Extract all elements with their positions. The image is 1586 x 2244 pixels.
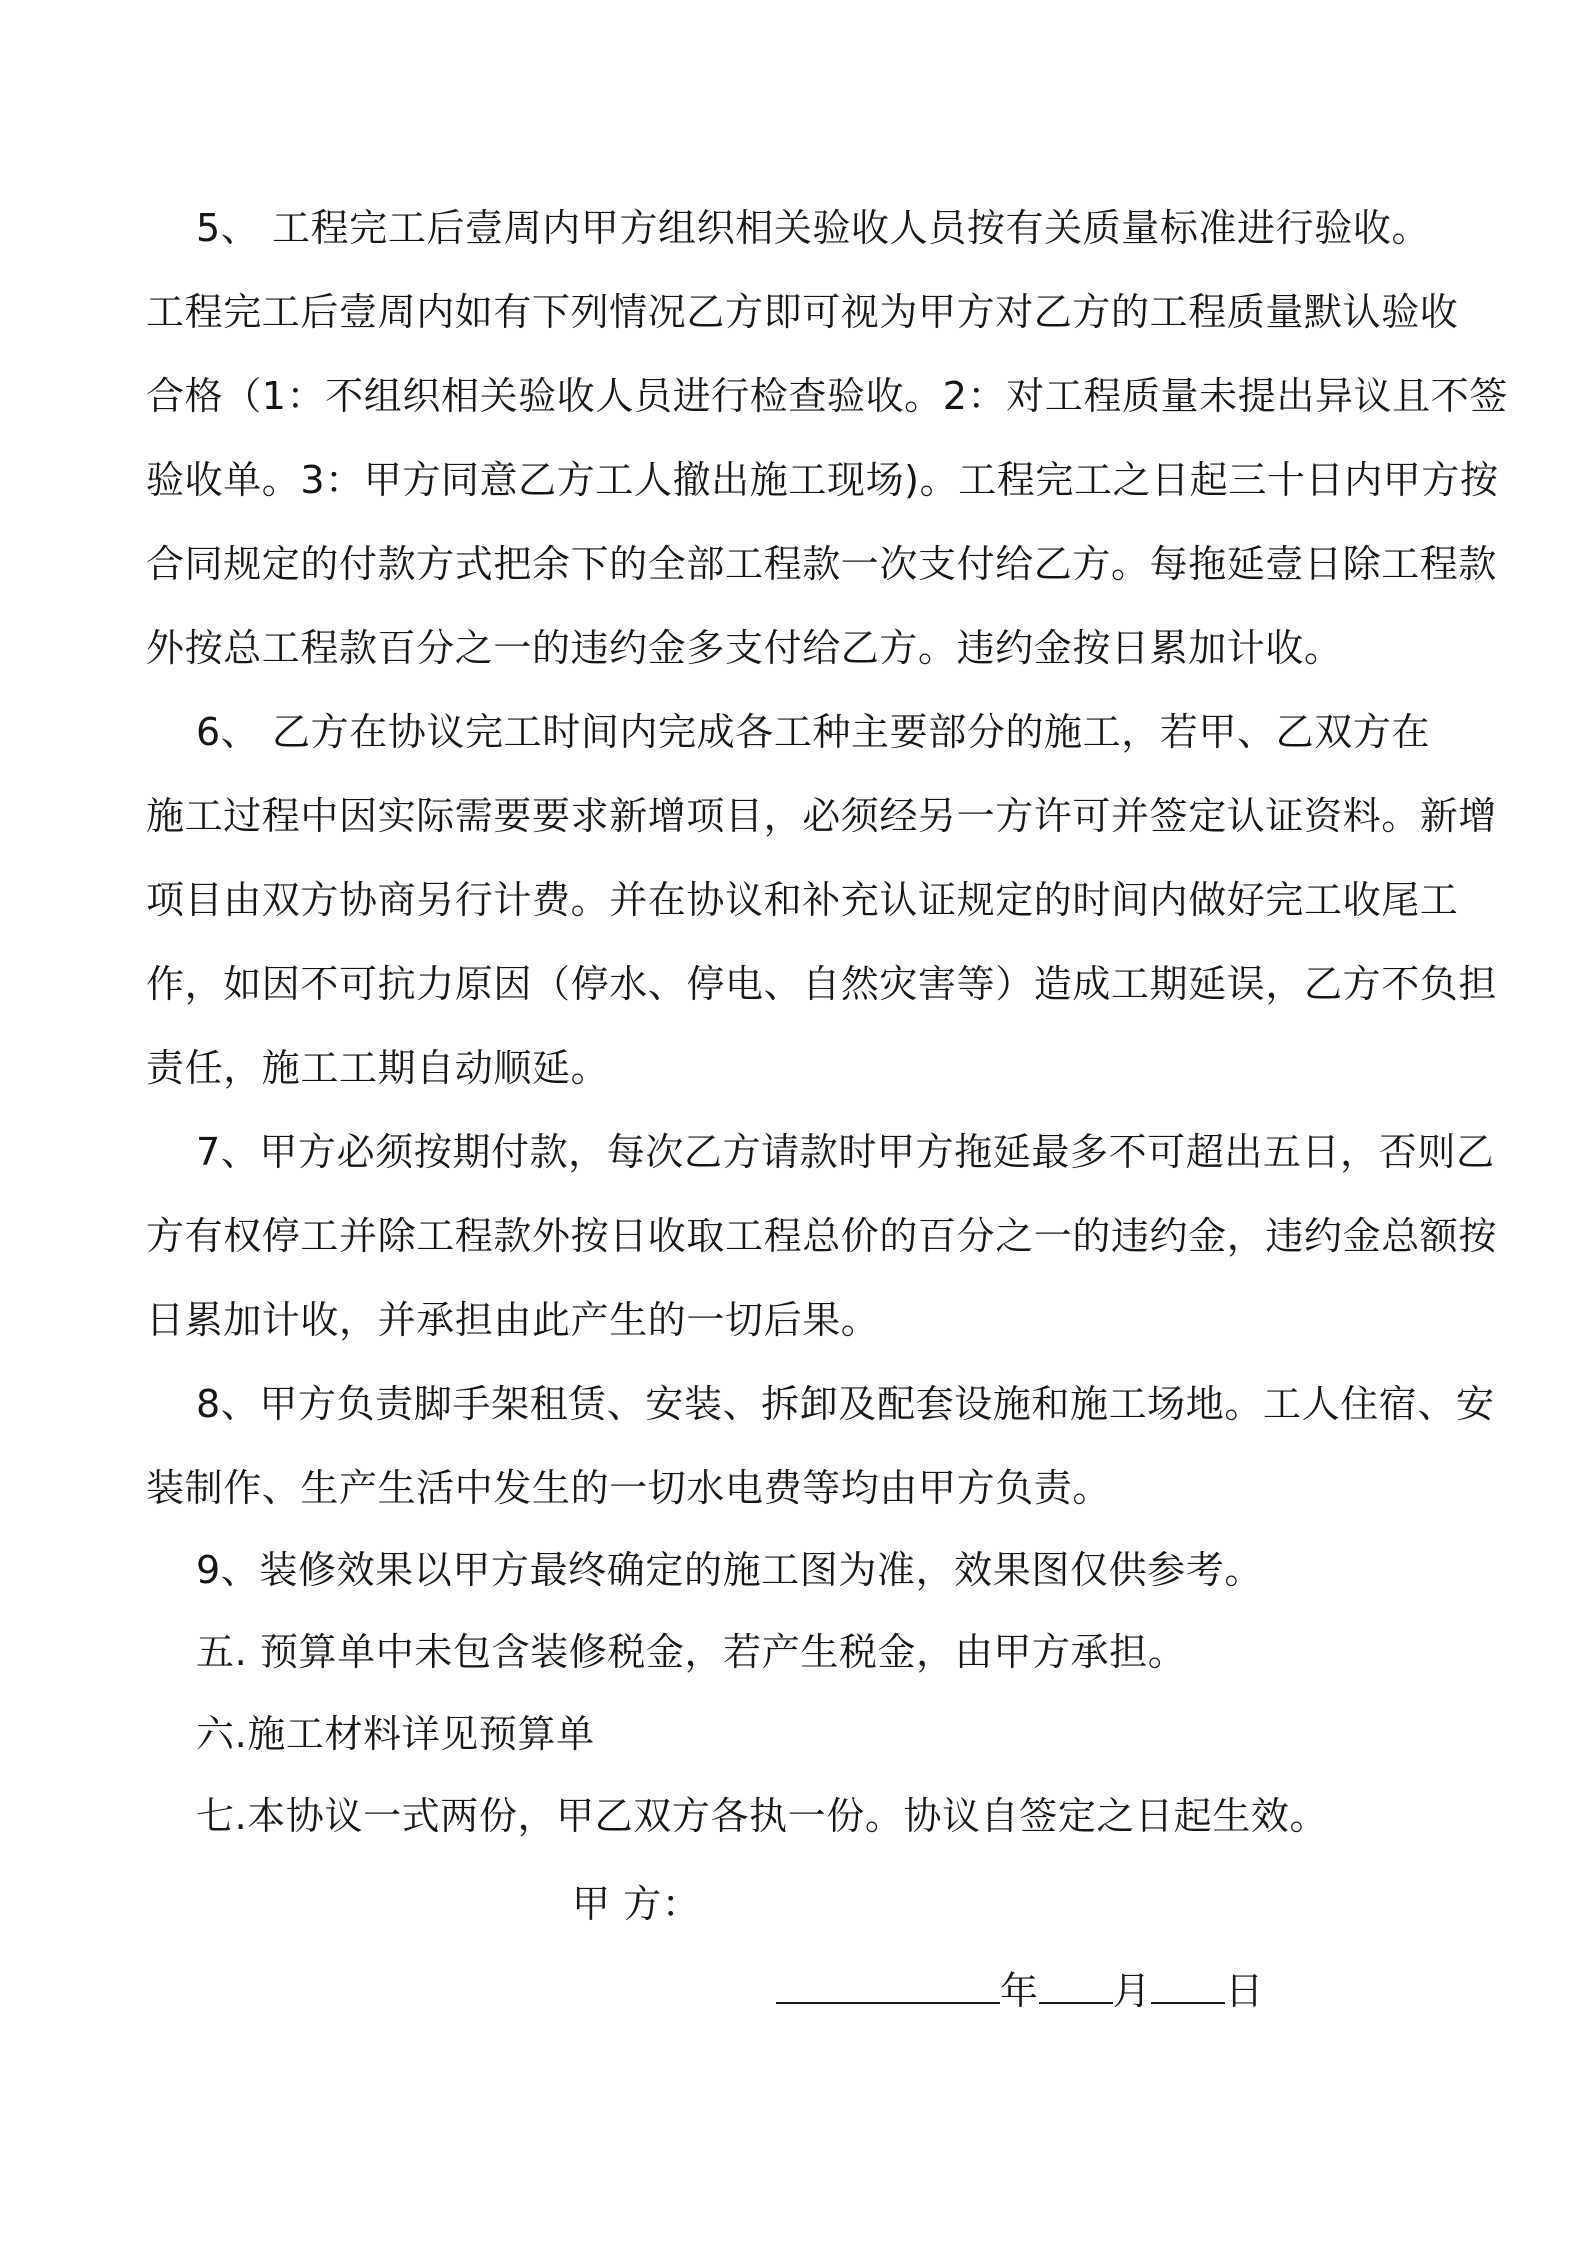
section-5-line: 五. 预算单中未包含装修税金，若产生税金，由甲方承担。 — [196, 1630, 1187, 1674]
section-7-line: 七.本协议一式两份，甲乙双方各执一份。协议自签定之日起生效。 — [196, 1794, 1329, 1838]
clause-6-line-4: 作，如因不可抗力原因（停水、停电、自然灾害等）造成工期延误，乙方不负担 — [146, 962, 1498, 1006]
clause-6-line-3: 项目由双方协商另行计费。并在协议和补充认证规定的时间内做好完工收尾工 — [146, 878, 1459, 922]
section-6-line: 六.施工材料详见预算单 — [196, 1712, 595, 1756]
day-label: 日 — [1225, 1969, 1264, 2013]
year-blank — [776, 1966, 1000, 2004]
clause-5-line-5: 合同规定的付款方式把余下的全部工程款一次支付给乙方。每拖延壹日除工程款 — [146, 542, 1498, 586]
clause-5-line-1: 5、 工程完工后壹周内甲方组织相关验收人员按有关质量标准进行验收。 — [196, 206, 1431, 250]
clause-8-line-1: 8、甲方负责脚手架租赁、安装、拆卸及配套设施和施工场地。工人住宿、安 — [196, 1382, 1495, 1426]
day-blank — [1151, 1966, 1225, 2004]
clause-5-line-4: 验收单。3：甲方同意乙方工人撤出施工现场)。工程完工之日起三十日内甲方按 — [146, 458, 1499, 502]
clause-8-line-2: 装制作、生产生活中发生的一切水电费等均由甲方负责。 — [146, 1466, 1112, 1510]
clause-6-line-2: 施工过程中因实际需要要求新增项目，必须经另一方许可并签定认证资料。新增 — [146, 794, 1498, 838]
clause-7-line-2: 方有权停工并除工程款外按日收取工程总价的百分之一的违约金，违约金总额按 — [146, 1214, 1498, 1258]
month-blank — [1039, 1966, 1113, 2004]
clause-5-line-3: 合格（1：不组织相关验收人员进行检查验收。2：对工程质量未提出异议且不签 — [146, 374, 1508, 418]
clause-5-line-6: 外按总工程款百分之一的违约金多支付给乙方。违约金按日累加计收。 — [146, 626, 1343, 670]
clause-7-line-1: 7、甲方必须按期付款，每次乙方请款时甲方拖延最多不可超出五日，否则乙 — [196, 1130, 1495, 1174]
clause-7-line-3: 日累加计收，并承担由此产生的一切后果。 — [146, 1298, 880, 1342]
party-a-label: 甲 方： — [572, 1882, 701, 1926]
month-label: 月 — [1112, 1969, 1152, 2013]
date-line — [776, 1966, 1264, 2013]
clause-5-line-2: 工程完工后壹周内如有下列情况乙方即可视为甲方对乙方的工程质量默认验收 — [146, 290, 1459, 334]
year-label: 年 — [1000, 1969, 1039, 2013]
clause-6-line-5: 责任，施工工期自动顺延。 — [146, 1046, 610, 1090]
clause-9-line: 9、装修效果以甲方最终确定的施工图为准，效果图仅供参考。 — [196, 1548, 1263, 1592]
clause-6-line-1: 6、 乙方在协议完工时间内完成各工种主要部分的施工，若甲、乙双方在 — [196, 710, 1431, 754]
